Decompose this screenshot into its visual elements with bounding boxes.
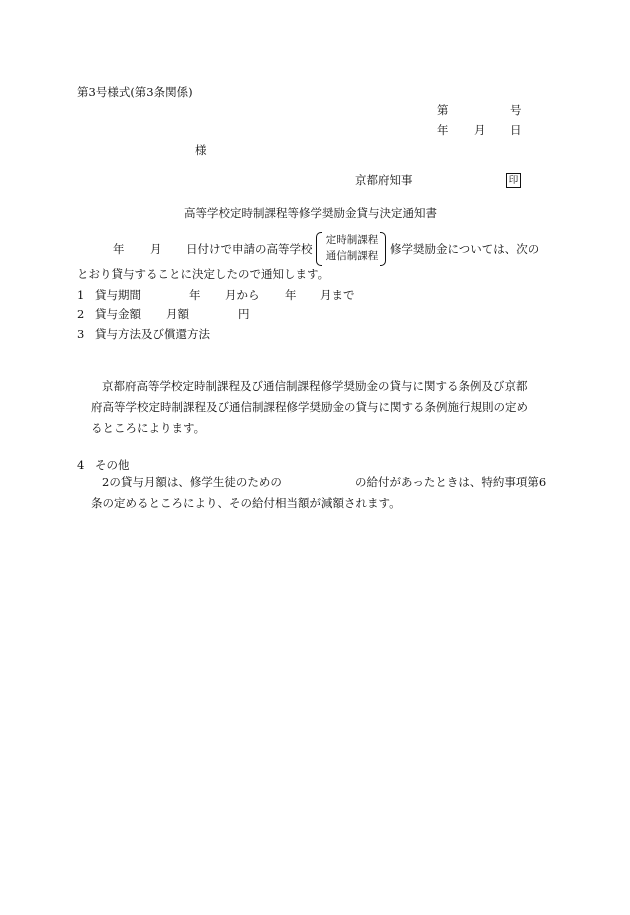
item4-body-part-1: 2の貸与月額は、修学生徒のための — [102, 475, 282, 489]
item3-label: 貸与方法及び償還方法 — [95, 327, 210, 341]
item1-number: 1 — [77, 288, 85, 302]
item4-body-line-2: 条の定めるところにより、その給付相当額が減額されます。 — [91, 496, 401, 510]
doc-no-prefix: 第 — [437, 103, 449, 117]
addressee-suffix: 様 — [195, 143, 207, 157]
intro-line-2: とおり貸与することに決定したので通知します。 — [77, 267, 330, 281]
intro-month: 月 — [150, 242, 162, 256]
intro-year: 年 — [113, 242, 125, 256]
item3-body-line-2: 府高等学校定時制課程及び通信制課程修学奨励金の貸与に関する条例施行規則の定め — [91, 400, 528, 414]
intro-date-text: 日付けで申請の高等学校 — [186, 242, 313, 256]
item2-label: 貸与金額 — [95, 307, 141, 321]
item2-number: 2 — [77, 307, 85, 321]
issuer-name: 京都府知事 — [355, 173, 413, 187]
item1-to-month: 月まで — [320, 288, 355, 302]
form-number: 第3号様式(第3条関係) — [77, 85, 193, 99]
item2-yen: 円 — [238, 307, 250, 321]
item3-body-line-3: るところによります。 — [91, 421, 206, 435]
option-correspondence: 通信制課程 — [325, 250, 379, 262]
date-year: 年 — [437, 123, 449, 137]
item1-label: 貸与期間 — [95, 288, 141, 302]
item4-label: その他 — [95, 458, 130, 472]
seal-mark: 印 — [506, 173, 521, 188]
item3-number: 3 — [77, 327, 85, 341]
option-part-time: 定時制課程 — [325, 234, 379, 246]
date-month: 月 — [474, 123, 486, 137]
date-day: 日 — [510, 123, 522, 137]
course-options-brace — [316, 232, 386, 266]
item1-from-month: 月から — [225, 288, 260, 302]
item1-to-year: 年 — [285, 288, 297, 302]
intro-after-options: 修学奨励金については、次の — [390, 242, 540, 256]
item4-body-part-2: の給付があったときは、特約事項第6 — [355, 475, 547, 489]
doc-no-suffix: 号 — [510, 103, 522, 117]
item1-from-year: 年 — [189, 288, 201, 302]
item3-body-line-1: 京都府高等学校定時制課程及び通信制課程修学奨励金の貸与に関する条例及び京都 — [102, 379, 528, 393]
document-title: 高等学校定時制課程等修学奨励金貸与決定通知書 — [184, 206, 437, 220]
right-bracket — [380, 232, 386, 266]
item2-monthly: 月額 — [166, 307, 189, 321]
item4-number: 4 — [77, 458, 85, 472]
